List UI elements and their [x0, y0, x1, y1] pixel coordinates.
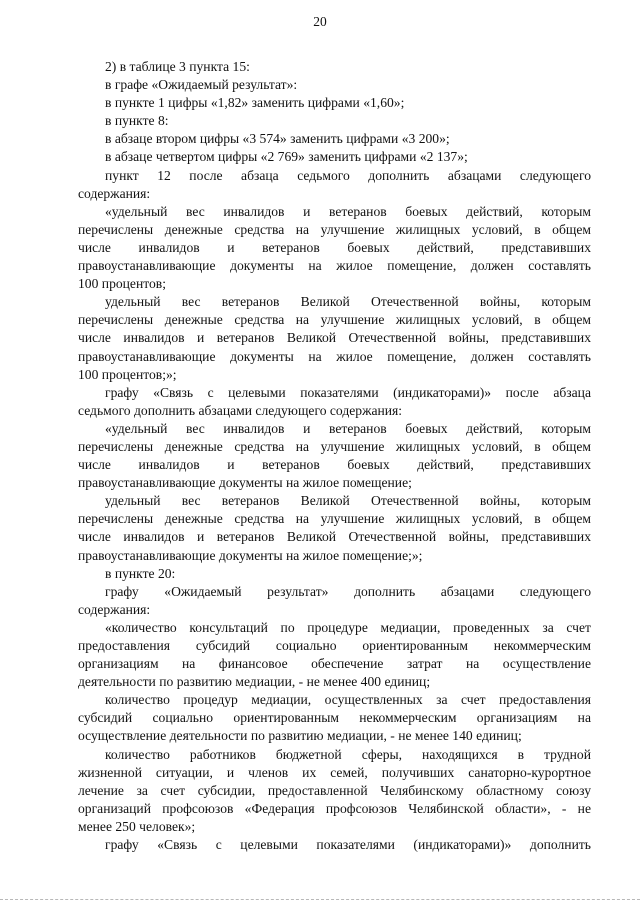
text-line: осуществление деятельности по развитию медиации, - не менее 140 единиц;	[78, 728, 522, 744]
text-line: субсидий социально ориентированным некоммерческим организациям на	[78, 710, 591, 726]
text-line: правоустанавливающие документы на жилое помещение;»;	[78, 547, 423, 563]
text-line: седьмого дополнить абзацами следующего содержания:	[78, 402, 403, 418]
text-line: в пункте 8:	[105, 113, 169, 129]
text-line: количество работников бюджетной сферы, находящихся в трудной	[105, 746, 591, 762]
text-line: числе инвалидов и ветеранов Великой Отечественной войны, представивших	[78, 330, 591, 346]
text-line: графу «Ожидаемый результат» дополнить абзацами следующего	[105, 583, 591, 599]
text-line: организаций профсоюзов «Федерация профсоюзов Челябинской области», - не	[78, 800, 591, 816]
text-line: деятельности по развитию медиации, - не менее 400 единиц;	[78, 674, 431, 690]
page-number: 20	[313, 14, 327, 29]
text-line: в графе «Ожидаемый результат»:	[105, 77, 298, 93]
text-line: удельный вес ветеранов Великой Отечественной войны, которым	[105, 493, 591, 509]
text-line: в пункте 1 цифры «1,82» заменить цифрами «1,60»;	[105, 95, 405, 111]
text-line: числе инвалидов и ветеранов боевых действий, представивших	[78, 239, 591, 255]
text-line: перечислены денежные средства на улучшение жилищных условий, в общем	[78, 312, 591, 328]
text-line: правоустанавливающие документы на жилое помещение, должен составлять	[78, 258, 591, 274]
text-line: в абзаце четвертом цифры «2 769» заменить цифрами «2 137»;	[105, 149, 468, 165]
text-line: «удельный вес инвалидов и ветеранов боевых действий, которым	[105, 420, 591, 436]
text-line: в абзаце втором цифры «3 574» заменить цифрами «3 200»;	[105, 131, 450, 147]
text-line: 100 процентов;»;	[78, 366, 177, 382]
text-line: перечислены денежные средства на улучшение жилищных условий, в общем	[78, 221, 591, 237]
text-line: «количество консультаций по процедуре медиации, проведенных за счет	[105, 619, 591, 635]
text-line: предоставления субсидий социально ориентированным некоммерческим	[78, 638, 591, 653]
text-line: числе инвалидов и ветеранов Великой Отечественной войны, представивших	[78, 529, 591, 545]
document-body	[78, 58, 591, 854]
text-line: жизненной ситуации, и членов их семей, получивших санаторно-курортное	[78, 764, 591, 780]
text-line: 2) в таблице 3 пункта 15:	[105, 59, 250, 74]
text-line: менее 250 человек»;	[78, 818, 196, 834]
text-line: перечислены денежные средства на улучшение жилищных условий, в общем	[78, 438, 591, 454]
text-line: 100 процентов;	[78, 276, 166, 292]
text-line: перечислены денежные средства на улучшение жилищных условий, в общем	[78, 511, 591, 527]
text-line: содержания:	[78, 185, 151, 201]
text-line: лечение за счет субсидии, предоставленной Челябинскому областному союзу	[78, 782, 591, 798]
text-line: числе инвалидов и ветеранов боевых действий, представивших	[78, 457, 591, 473]
text-line: «удельный вес инвалидов и ветеранов боевых действий, которым	[105, 203, 591, 219]
page-bottom-border	[0, 899, 640, 901]
text-line: правоустанавливающие документы на жилое помещение, должен составлять	[78, 348, 591, 364]
text-line: организациям на финансовое обеспечение затрат на осуществление	[78, 656, 591, 672]
text-line: содержания:	[78, 601, 151, 617]
text-line: графу «Связь с целевыми показателями (индикаторами)» после абзаца	[105, 384, 591, 400]
text-line: графу «Связь с целевыми показателями (индикаторами)» дополнить	[105, 837, 591, 853]
text-line: в пункте 20:	[105, 565, 176, 581]
text-line: правоустанавливающие документы на жилое помещение;	[78, 475, 412, 491]
text-line: пункт 12 после абзаца седьмого дополнить абзацами следующего	[105, 167, 591, 183]
text-line: количество процедур медиации, осуществленных за счет предоставления	[105, 692, 591, 708]
text-line: удельный вес ветеранов Великой Отечественной войны, которым	[105, 294, 591, 310]
